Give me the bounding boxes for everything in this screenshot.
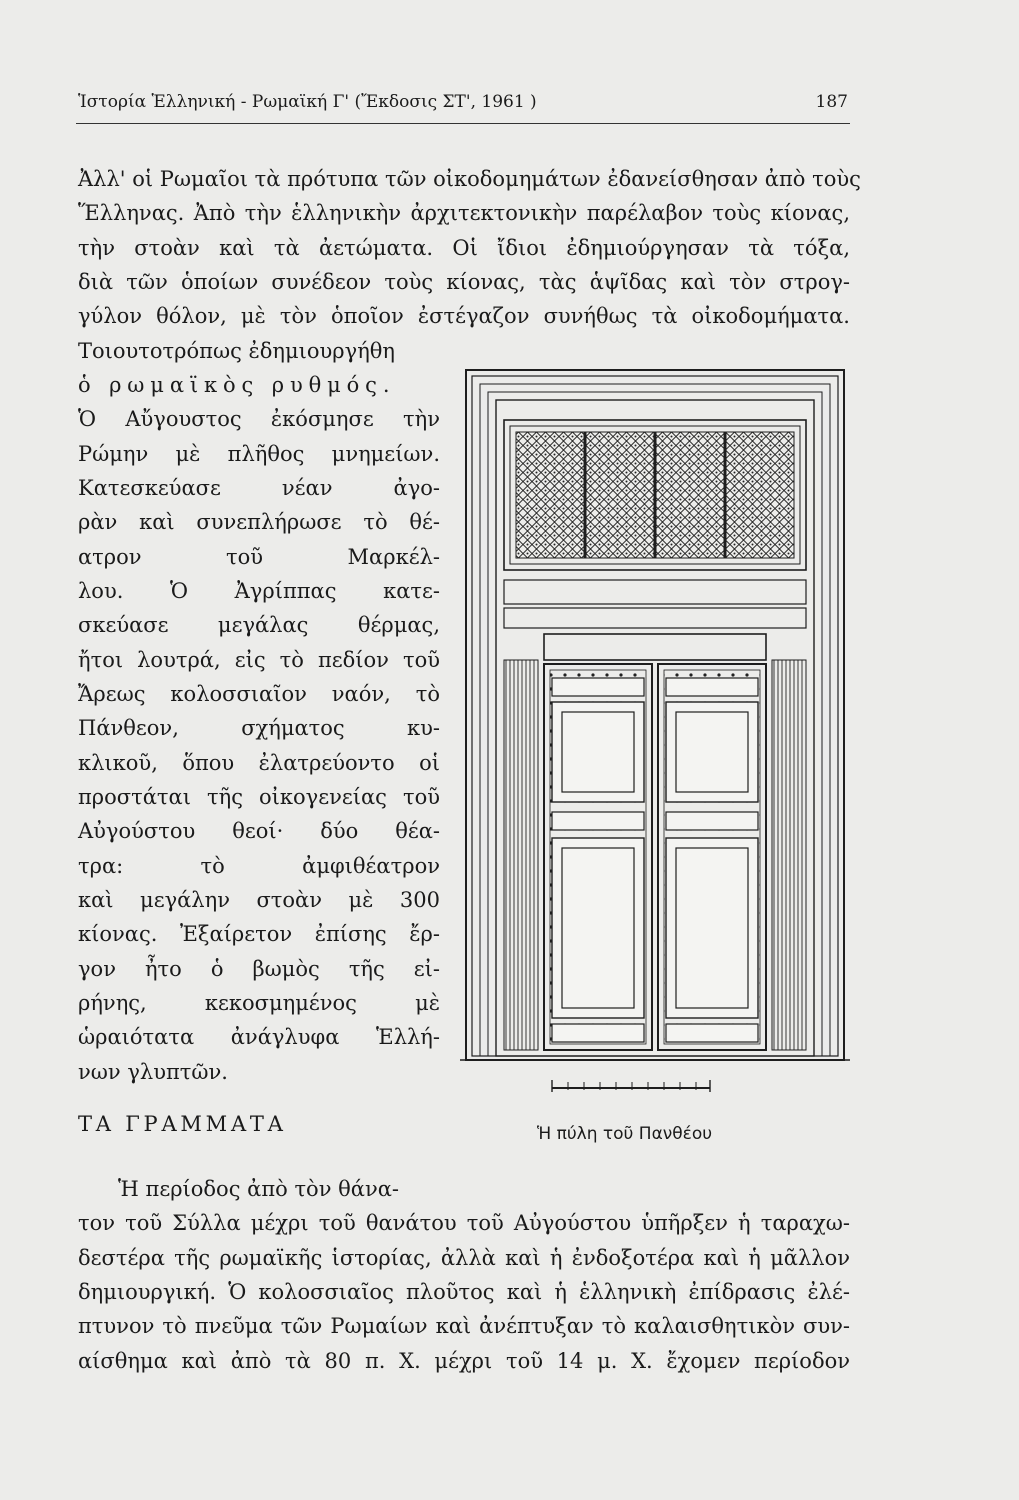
- column-line-11: Ἄρεως κολοσσιαῖον ναόν, τὸ: [78, 682, 440, 706]
- section-heading: ΤΑ ΓΡΑΜΜΑΤΑ: [78, 1112, 287, 1136]
- closing-line-2: τον τοῦ Σύλλα μέχρι τοῦ θανάτου τοῦ Αὐγούστου ὑπῆρξεν ἡ ταραχω-: [78, 1211, 850, 1235]
- page-number: 187: [815, 92, 848, 112]
- column-line-5: Κατεσκεύασε νέαν ἀγο-: [78, 476, 440, 500]
- column-line-1: Τοιουτοτρόπως ἐδημιουργήθη: [78, 339, 396, 363]
- column-line-13: κλικοῦ, ὅπου ἐλατρεύοντο οἱ: [78, 751, 440, 775]
- column-line-15: Αὐγούστου θεοί· δύο θέα-: [78, 819, 440, 843]
- column-line-7: ατρον τοῦ Μαρκέλ-: [78, 545, 440, 569]
- column-line-12: Πάνθεον, σχήματος κυ-: [78, 716, 440, 740]
- intro-line-4: διὰ τῶν ὁποίων συνέδεον τοὺς κίονας, τὰς ἁψῖδας καὶ τὸν στρογ-: [78, 270, 850, 294]
- intro-line-5: γύλον θόλον, μὲ τὸν ὁποῖον ἐστέγαζον συνήθως τὰ οἰκοδομήματα.: [78, 304, 850, 328]
- header-rule: [76, 123, 850, 124]
- column-line-21: ὡραιότατα ἀνάγλυφα Ἑλλή-: [78, 1025, 440, 1049]
- closing-line-6: αίσθημα καὶ ἀπὸ τὰ 80 π. Χ. μέχρι τοῦ 14 μ. Χ. ἔχομεν περίοδον: [78, 1349, 850, 1373]
- column-line-2: ὁ ρωμαϊκὸς ρυθμός.: [78, 373, 396, 397]
- column-line-18: κίονας. Ἐξαίρετον ἐπίσης ἔρ-: [78, 922, 440, 946]
- intro-line-3: τὴν στοὰν καὶ τὰ ἀετώματα. Οἱ ἴδιοι ἐδημιούργησαν τὰ τόξα,: [78, 236, 850, 260]
- column-line-8: λου. Ὁ Ἀγρίππας κατε-: [78, 579, 440, 603]
- column-line-3: Ὁ Αὔγουστος ἐκόσμησε τὴν: [78, 407, 440, 431]
- column-line-16: τρα: τὸ ἀμφιθέατρον: [78, 854, 440, 878]
- column-line-9: σκεύασε μεγάλας θέρμας,: [78, 613, 440, 637]
- column-line-10: ἤτοι λουτρά, εἰς τὸ πεδίον τοῦ: [78, 648, 440, 672]
- column-line-14: προστάται τῆς οἰκογενείας τοῦ: [78, 785, 440, 809]
- closing-line-5: πτυνον τὸ πνεῦμα τῶν Ρωμαίων καὶ ἀνέπτυξαν τὸ καλαισθητικὸν συν-: [78, 1314, 850, 1338]
- column-line-6: ρὰν καὶ συνεπλήρωσε τὸ θέ-: [78, 510, 440, 534]
- intro-line-1: Ἀλλ' οἱ Ρωμαῖοι τὰ πρότυπα τῶν οἰκοδομημάτων ἐδανείσθησαν ἀπὸ τοὺς: [78, 167, 861, 191]
- running-header: [78, 92, 848, 112]
- column-line-22: νων γλυπτῶν.: [78, 1060, 228, 1084]
- figure-caption: Ἡ πύλη τοῦ Πανθέου: [537, 1124, 713, 1144]
- intro-line-2: Ἕλληνας. Ἀπὸ τὴν ἑλληνικὴν ἀρχιτεκτονικὴν παρέλαβον τοὺς κίονας,: [78, 201, 850, 225]
- closing-line-3: δεστέρα τῆς ρωμαϊκῆς ἱστορίας, ἀλλὰ καὶ ἡ ἐνδοξοτέρα καὶ ἡ μᾶλλον: [78, 1246, 850, 1270]
- pantheon-door-illustration: [460, 360, 860, 1120]
- column-line-20: ρήνης, κεκοσμημένος μὲ: [78, 991, 440, 1015]
- column-line-17: καὶ μεγάλην στοὰν μὲ 300: [78, 888, 440, 912]
- closing-line-1: Ἡ περίοδος ἀπὸ τὸν θάνα-: [118, 1177, 400, 1201]
- column-line-19: γον ἦτο ὁ βωμὸς τῆς εἰ-: [78, 957, 440, 981]
- column-line-4: Ρώμην μὲ πλῆθος μνημείων.: [78, 442, 440, 466]
- header-title: Ἱστορία Ἑλληνική - Ρωμαϊκή Γ' (Ἔκδοσις ΣΤ', 1961 ): [78, 92, 537, 112]
- closing-line-4: δημιουργική. Ὁ κολοσσιαῖος πλοῦτος καὶ ἡ ἑλληνικὴ ἐπίδρασις ἐλέ-: [78, 1280, 850, 1304]
